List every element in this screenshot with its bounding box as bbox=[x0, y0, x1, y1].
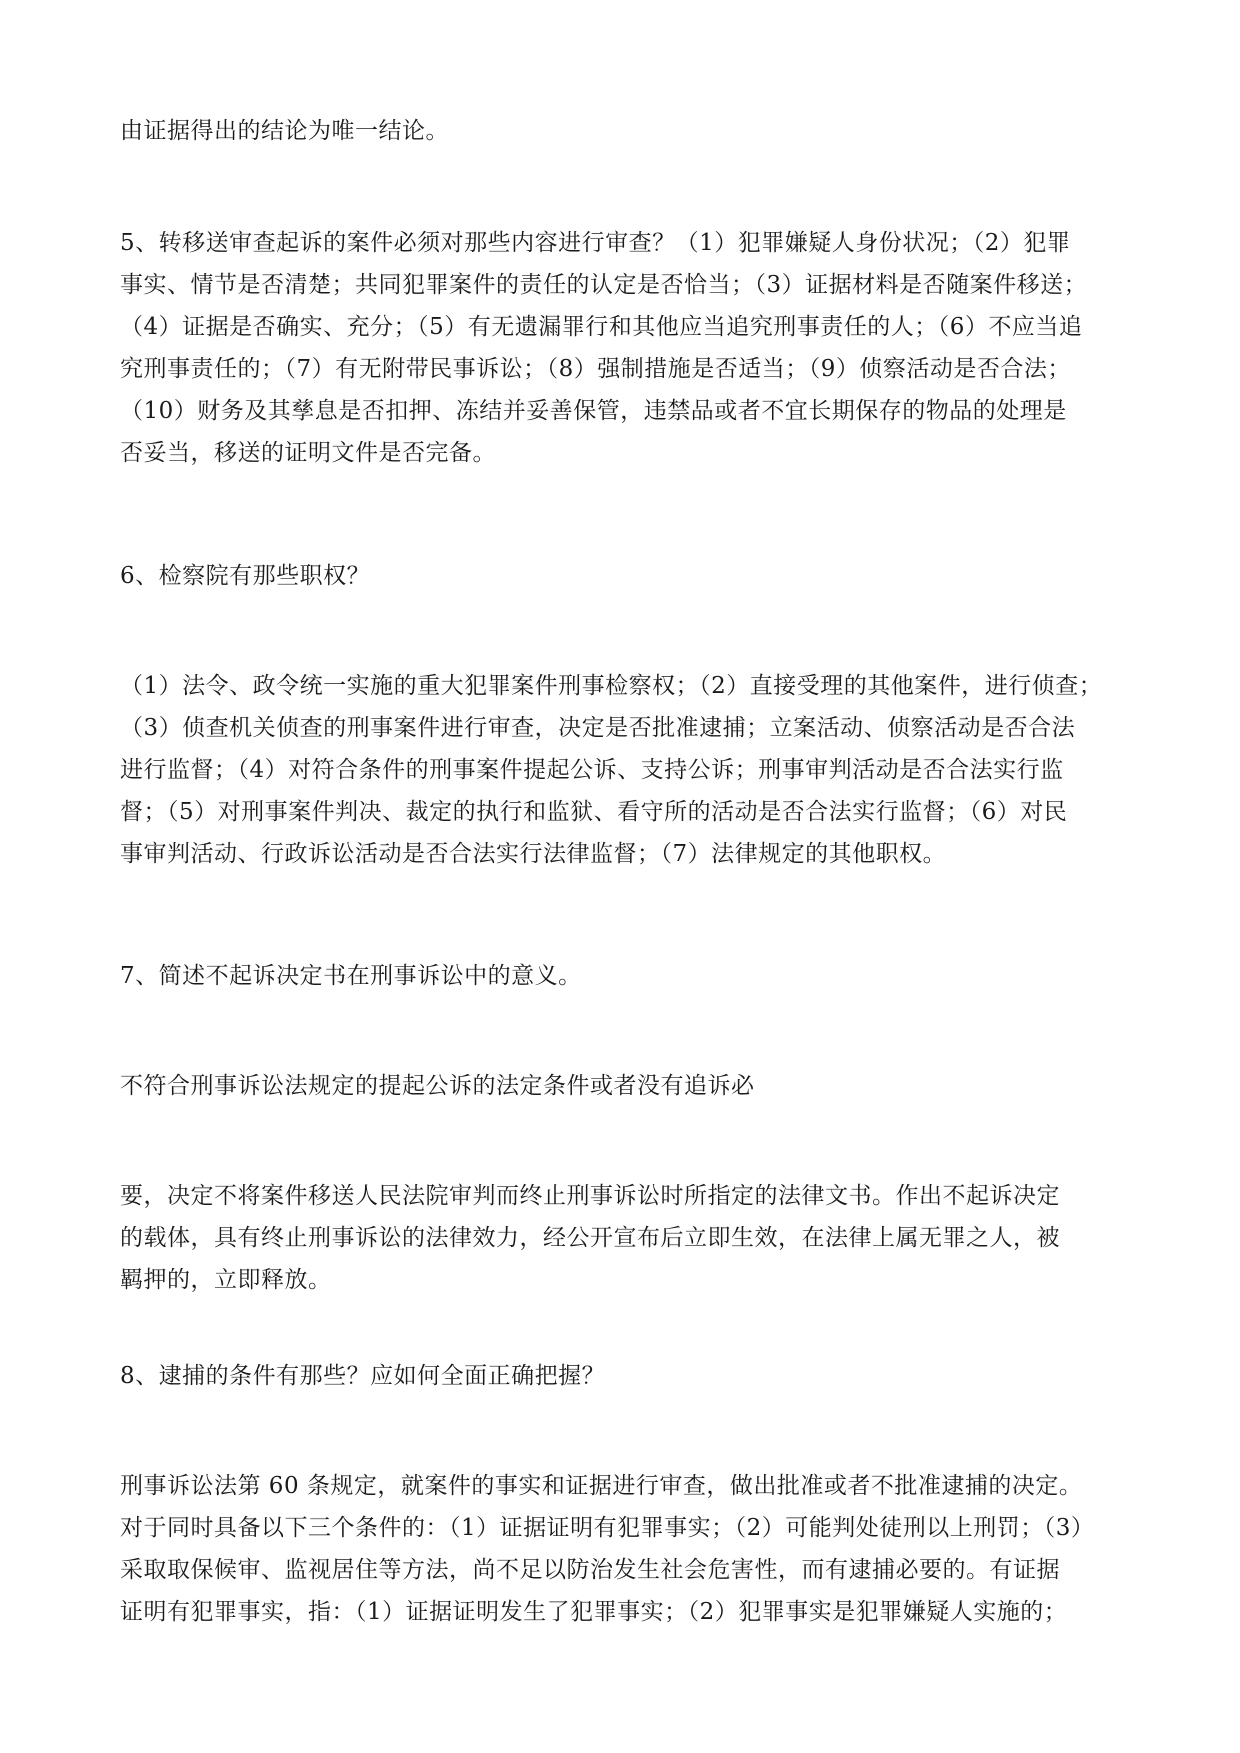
paragraph-question-5 bbox=[120, 222, 1125, 474]
heading-question-6 bbox=[120, 555, 1125, 597]
paragraph-conclusion bbox=[120, 110, 1125, 152]
text-line: 7、简述不起诉决定书在刑事诉讼中的意义。 bbox=[120, 963, 582, 989]
text-line: 事审判活动、行政诉讼活动是否合法实行法律监督；（7）法律规定的其他职权。 bbox=[120, 841, 947, 867]
text-line: 8、逮捕的条件有那些？应如何全面正确把握？ bbox=[120, 1363, 606, 1389]
text-line: 对于同时具备以下三个条件的：（1）证据证明有犯罪事实；（2）可能判处徒刑以上刑罚；（3） bbox=[120, 1515, 1095, 1541]
text-line: （3）侦查机关侦查的刑事案件进行审查，决定是否批准逮捕；立案活动、侦察活动是否合法 bbox=[120, 715, 1076, 741]
text-line: 6、检察院有那些职权？ bbox=[120, 563, 371, 589]
text-line: （4）证据是否确实、充分；（5）有无遗漏罪行和其他应当追究刑事责任的人；（6）不应当追 bbox=[120, 314, 1083, 340]
text-line: 督；（5）对刑事案件判决、裁定的执行和监狱、看守所的活动是否合法实行监督；（6）对民 bbox=[120, 799, 1068, 825]
text-line: 证明有犯罪事实，指：（1）证据证明发生了犯罪事实；（2）犯罪事实是犯罪嫌疑人实施的； bbox=[120, 1599, 1068, 1625]
text-line: 究刑事责任的；（7）有无附带民事诉讼；（8）强制措施是否适当；（9）侦察活动是否合法； bbox=[120, 356, 1071, 382]
paragraph-answer-8 bbox=[120, 1465, 1125, 1633]
text-line: 羁押的，立即释放。 bbox=[120, 1267, 332, 1293]
text-line: 否妥当，移送的证明文件是否完备。 bbox=[120, 440, 496, 466]
text-line: 5、转移送审查起诉的案件必须对那些内容进行审查？（1）犯罪嫌疑人身份状况；（2）犯罪 bbox=[120, 230, 1071, 256]
text-line: 由证据得出的结论为唯一结论。 bbox=[120, 118, 449, 144]
text-line: （1）法令、政令统一实施的重大犯罪案件刑事检察权；（2）直接受理的其他案件，进行侦查； bbox=[120, 673, 1103, 699]
heading-question-7 bbox=[120, 955, 1125, 997]
paragraph-answer-7-cont bbox=[120, 1175, 1125, 1301]
heading-question-8 bbox=[120, 1355, 1125, 1397]
paragraph-answer-7-start bbox=[120, 1065, 1125, 1107]
text-line: 的载体，具有终止刑事诉讼的法律效力，经公开宣布后立即生效，在法律上属无罪之人，被 bbox=[120, 1225, 1060, 1251]
text-line: 采取取保候审、监视居住等方法，尚不足以防治发生社会危害性，而有逮捕必要的。有证据 bbox=[120, 1557, 1060, 1583]
text-line: 进行监督；（4）对符合条件的刑事案件提起公诉、支持公诉；刑事审判活动是否合法实行监 bbox=[120, 757, 1064, 783]
text-line: 事实、情节是否清楚；共同犯罪案件的责任的认定是否恰当；（3）证据材料是否随案件移送； bbox=[120, 272, 1088, 298]
text-line: （10）财务及其孳息是否扣押、冻结并妥善保管，违禁品或者不宜长期保存的物品的处理是 bbox=[120, 398, 1067, 424]
text-line: 要，决定不将案件移送人民法院审判而终止刑事诉讼时所指定的法律文书。作出不起诉决定 bbox=[120, 1183, 1060, 1209]
text-line: 不符合刑事诉讼法规定的提起公诉的法定条件或者没有追诉必 bbox=[120, 1073, 755, 1099]
text-line: 刑事诉讼法第 60 条规定，就案件的事实和证据进行审查，做出批准或者不批准逮捕的决定。 bbox=[120, 1473, 1083, 1499]
paragraph-answer-6 bbox=[120, 665, 1125, 875]
